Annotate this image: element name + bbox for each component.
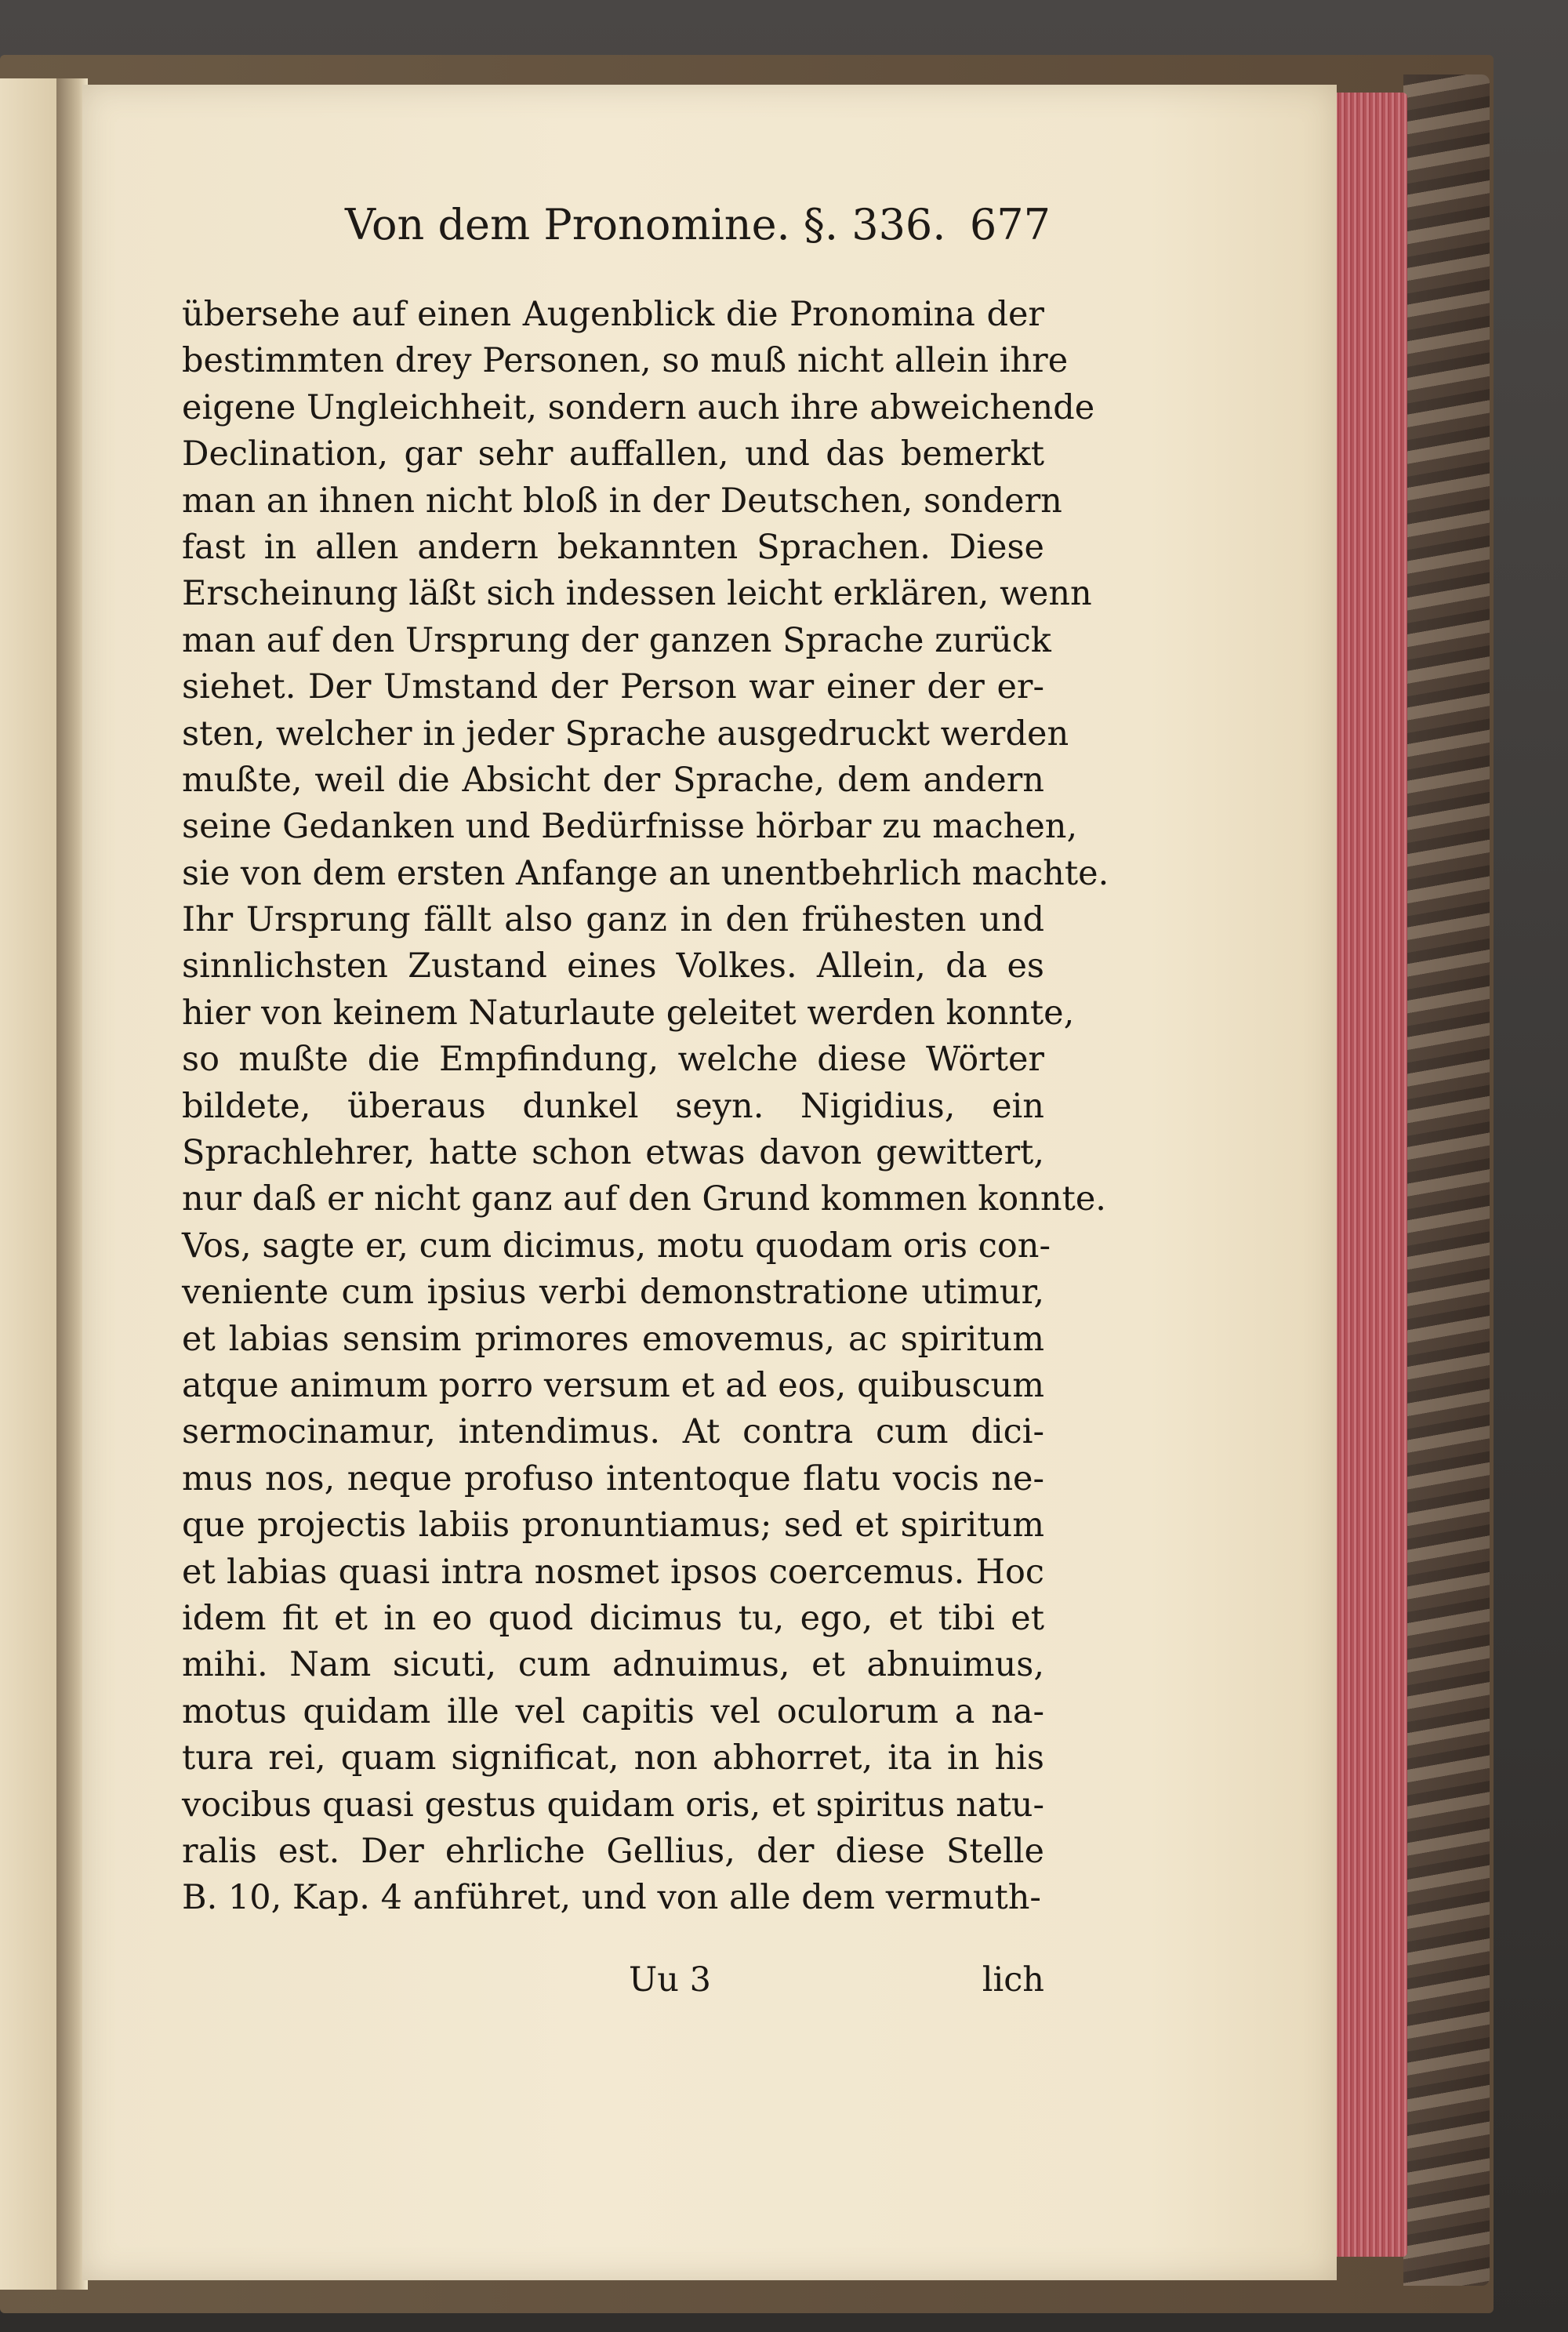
text-line: Erscheinung läßt sich indessen leicht erklären, wenn	[182, 574, 1092, 614]
verso-page-edge	[0, 78, 63, 2290]
text-line: Declination, gar sehr auffallen, und das bemerkt	[182, 434, 1044, 474]
text-line: siehet. Der Umstand der Person war einer der er-	[182, 667, 1044, 707]
red-page-edges	[1333, 93, 1407, 2257]
body-text	[182, 292, 1109, 1922]
text-line: fast in allen andern bekannten Sprachen. Diese	[182, 527, 1044, 567]
text-line: übersehe auf einen Augenblick die Pronomina der	[182, 295, 1044, 334]
text-line: veniente cum ipsius verbi demonstratione utimur,	[182, 1273, 1044, 1313]
catchword: lich	[982, 1960, 1044, 2000]
text-line: sten, welcher in jeder Sprache ausgedruckt werden	[182, 714, 1069, 754]
text-line: sie von dem ersten Anfange an unentbehrlich machte.	[182, 853, 1109, 893]
text-line: et labias sensim primores emovemus, ac spiritum	[182, 1319, 1044, 1359]
text-line: Ihr Ursprung fällt also ganz in den frühesten und	[182, 900, 1044, 940]
text-line: tura rei, quam significat, non abhorret, ita in his	[182, 1738, 1044, 1778]
running-title: Von dem Pronomine. §. 336.	[345, 200, 946, 249]
text-line: mus nos, neque profuso intentoque flatu vocis ne-	[182, 1458, 1044, 1498]
text-line: idem fit et in eo quod dicimus tu, ego, et tibi et	[182, 1598, 1044, 1638]
text-line: B. 10, Kap. 4 anführet, und von alle dem vermuth-	[182, 1878, 1041, 1918]
page-number: 677	[969, 200, 1051, 249]
text-line: bestimmten drey Personen, so muß nicht allein ihre	[182, 341, 1069, 381]
text-line: eigene Ungleichheit, sondern auch ihre abweichende	[182, 387, 1095, 427]
text-line: seine Gedanken und Bedürfnisse hörbar zu machen,	[182, 807, 1078, 847]
text-line: nur daß er nicht ganz auf den Grund kommen konnte.	[182, 1179, 1106, 1219]
text-line: vocibus quasi gestus quidam oris, et spiritus natu-	[182, 1785, 1044, 1825]
text-line: ralis est. Der ehrliche Gellius, der diese Stelle	[182, 1831, 1044, 1871]
text-line: Vos, sagte er, cum dicimus, motu quodam oris con-	[182, 1226, 1051, 1266]
text-line: sermocinamur, intendimus. At contra cum dici-	[182, 1412, 1044, 1452]
text-line: sinnlichsten Zustand eines Volkes. Allein, da es	[182, 946, 1044, 986]
text-line: mihi. Nam sicuti, cum adnuimus, et abnuimus,	[182, 1645, 1044, 1685]
text-line: man auf den Ursprung der ganzen Sprache zurück	[182, 620, 1051, 660]
page-footer	[182, 1960, 1044, 2015]
text-line: que projectis labiis pronuntiamus; sed et spiritum	[182, 1506, 1044, 1546]
page-header	[345, 200, 1051, 255]
text-line: Sprachlehrer, hatte schon etwas davon gewittert,	[182, 1133, 1044, 1173]
text-line: mußte, weil die Absicht der Sprache, dem andern	[182, 760, 1044, 800]
text-line: hier von keinem Naturlaute geleitet werden konnte,	[182, 993, 1075, 1033]
signature-mark: Uu 3	[629, 1960, 711, 2000]
text-line: man an ihnen nicht bloß in der Deutschen, sondern	[182, 481, 1062, 521]
text-line: atque animum porro versum et ad eos, quibuscum	[182, 1365, 1044, 1405]
text-line: et labias quasi intra nosmet ipsos coercemus. Hoc	[182, 1552, 1044, 1592]
marbled-fore-edge	[1403, 74, 1490, 2286]
text-line: motus quidam ille vel capitis vel oculorum a na-	[182, 1691, 1044, 1731]
text-line: so mußte die Empfindung, welche diese Wörter	[182, 1040, 1044, 1080]
text-line: bildete, überaus dunkel seyn. Nigidius, ein	[182, 1086, 1044, 1126]
